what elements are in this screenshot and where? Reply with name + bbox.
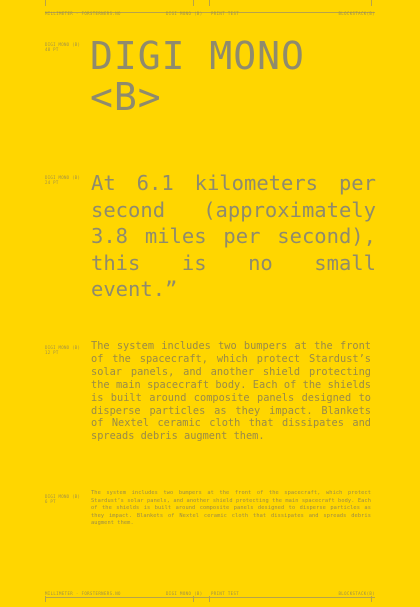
body-medium-label-line2: 12 PT — [45, 350, 59, 355]
bottom-tick — [371, 596, 372, 602]
top-tick — [45, 0, 46, 6]
footer-left: MILLIMETER · FORSTERNERS.NO — [45, 591, 121, 596]
bottom-tick — [193, 596, 194, 602]
body-medium-text: The system includes two bumpers at the front of the spacecraft, which protect Stardust’s solar panels, and another shield protecting the main spacecraft body. Each of the shields is built around composite panels designed to disperse particles as they impact. Blankets of Nextel ceramic cloth that dissipates and spreads debris augment them. — [91, 340, 371, 443]
header-center-left: DIGI MONO (B) — [166, 11, 203, 16]
quote-text: At 6.1 kilometers per second (approximately 3.8 miles per second), this is no small event.” — [91, 171, 376, 301]
quote-label-line1: DIGI MONO (B) — [45, 175, 81, 180]
body-medium-label-line1: DIGI MONO (B) — [45, 345, 81, 350]
body-small-label — [45, 494, 81, 504]
body-medium-label — [45, 345, 81, 355]
bottom-tick — [209, 596, 210, 602]
header-left: MILLIMETER · FORSTERNERS.NO — [45, 11, 121, 16]
bottom-rule — [45, 597, 375, 598]
title-line2: <B> — [90, 75, 162, 119]
bottom-tick — [45, 596, 46, 602]
top-tick — [371, 0, 372, 6]
header-right: BLOCKSTACK(B) — [338, 11, 375, 16]
body-small-label-line2: 6 PT — [45, 499, 56, 504]
title-line1: DIGI MONO — [90, 34, 305, 78]
quote-label — [45, 175, 81, 185]
title-label — [45, 42, 81, 52]
title-label-line1: DIGI MONO (B) — [45, 42, 81, 47]
body-small-label-line1: DIGI MONO (B) — [45, 494, 81, 499]
top-tick — [193, 0, 194, 6]
footer-center-left: DIGI MONO (B) — [166, 591, 203, 596]
header-center-right: PRINT TEST — [211, 11, 240, 16]
quote-label-line2: 24 PT — [45, 180, 59, 185]
title-label-line2: 48 PT — [45, 47, 59, 52]
footer-right: BLOCKSTACK(B) — [338, 591, 375, 596]
body-small-text: The system includes two bumpers at the front of the spacecraft, which protect Stardust’s solar panels, and another shield protecting the main spacecraft body. Each of the shields is built around composite panels designed to disperse particles as they impact. Blankets of Nextel ceramic cloth that dissipates and spreads debris augment them. — [91, 490, 371, 527]
top-tick — [209, 0, 210, 6]
title-block — [90, 36, 305, 118]
footer-center-right: PRINT TEST — [211, 591, 240, 596]
